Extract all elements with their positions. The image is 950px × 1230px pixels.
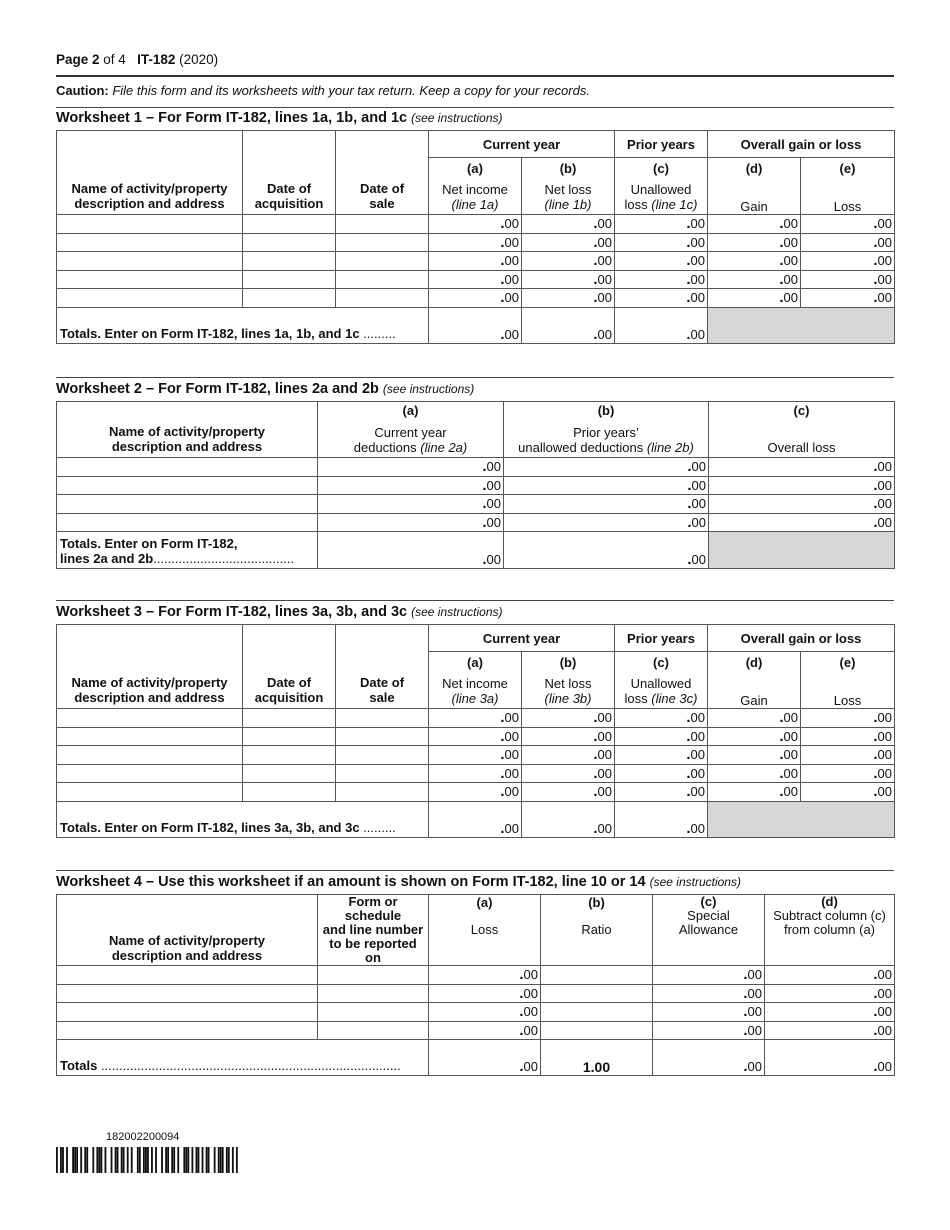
amount-field-a[interactable]: .00	[318, 513, 504, 532]
amount-field-c[interactable]: .00	[615, 289, 708, 308]
name-field[interactable]	[57, 727, 243, 746]
table-row	[57, 233, 895, 252]
acquisition-date-field[interactable]	[243, 746, 336, 765]
name-field[interactable]	[57, 215, 243, 234]
form-number: IT-182	[137, 52, 176, 67]
amount-field-e[interactable]: .00	[801, 783, 895, 802]
table-row	[57, 984, 895, 1003]
ws3-total-b[interactable]: .00	[522, 801, 615, 837]
sale-date-field[interactable]	[336, 746, 429, 765]
name-field[interactable]	[57, 783, 243, 802]
amount-field-a[interactable]: .00	[429, 215, 522, 234]
amount-field-d[interactable]: .00	[708, 764, 801, 783]
ws3-totals-label: Totals. Enter on Form IT-182, lines 3a, 3b, and 3c .........	[57, 801, 429, 837]
table-row	[57, 458, 895, 477]
ws1-col-d: (d)	[708, 158, 801, 180]
amount-field-a[interactable]: .00	[429, 252, 522, 271]
amount-field-a[interactable]: .00	[429, 746, 522, 765]
name-field[interactable]	[57, 513, 318, 532]
name-field[interactable]	[57, 233, 243, 252]
caution-rule	[56, 107, 894, 108]
ws4-note: (see instructions)	[649, 875, 741, 889]
ws1-col-a: (a)	[429, 158, 522, 180]
acquisition-date-field[interactable]	[243, 783, 336, 802]
ws2-total-a[interactable]: .00	[318, 532, 504, 569]
ws1-group-current: Current year	[429, 131, 615, 158]
ws1-total-c[interactable]: .00	[615, 307, 708, 343]
ws4-total-d[interactable]: .00	[765, 1040, 895, 1076]
amount-field-e[interactable]: .00	[801, 215, 895, 234]
ws4-rule	[56, 870, 894, 871]
barcode-number: 182002200094	[106, 1131, 180, 1143]
ws3-col-e: (e)	[801, 652, 895, 674]
amount-field-b[interactable]: .00	[522, 252, 615, 271]
name-field[interactable]	[57, 252, 243, 271]
ws4-totals-label: Totals ...................................................................................	[57, 1040, 429, 1076]
ws3-group-current: Current year	[429, 625, 615, 652]
sale-date-field[interactable]	[336, 764, 429, 783]
ws3-total-a[interactable]: .00	[429, 801, 522, 837]
ws1-col-b: (b)	[522, 158, 615, 180]
amount-field-e[interactable]: .00	[801, 727, 895, 746]
ws3-col-b: (b)	[522, 652, 615, 674]
acquisition-date-field[interactable]	[243, 727, 336, 746]
page-of: of 4	[103, 52, 126, 67]
amount-field-b[interactable]: .00	[522, 270, 615, 289]
form-line-field[interactable]	[318, 966, 429, 985]
amount-field-b[interactable]: .00	[522, 727, 615, 746]
amount-field-d[interactable]: .00	[708, 233, 801, 252]
table-row	[57, 513, 895, 532]
name-field[interactable]	[57, 966, 318, 985]
table-row	[57, 1021, 895, 1040]
acquisition-date-field[interactable]	[243, 709, 336, 728]
amount-field-c[interactable]: .00	[615, 270, 708, 289]
sale-date-field[interactable]	[336, 709, 429, 728]
ws2-rule	[56, 377, 894, 378]
ws1-sale-header: Date of sale	[336, 131, 429, 215]
table-row	[57, 783, 895, 802]
ws1-total-shaded	[708, 307, 895, 343]
amount-field-b[interactable]: .00	[522, 709, 615, 728]
ws2-b-desc: Prior years’ unallowed deductions (line 2b)	[504, 420, 709, 458]
ws1-b-desc: Net loss (line 1b)	[522, 180, 615, 215]
table-row	[57, 764, 895, 783]
amount-field-c[interactable]: .00	[615, 746, 708, 765]
ws4-total-c[interactable]: .00	[653, 1040, 765, 1076]
ws2-totals-label: Totals. Enter on Form IT-182, lines 2a and 2b.......................................	[57, 532, 318, 569]
amount-field-b[interactable]: .00	[522, 783, 615, 802]
amount-field-b[interactable]: .00	[522, 233, 615, 252]
amount-field-e[interactable]: .00	[801, 233, 895, 252]
amount-field-c[interactable]: .00	[653, 966, 765, 985]
ws1-c-desc: Unallowed loss (line 1c)	[615, 180, 708, 215]
ws3-group-overall: Overall gain or loss	[708, 625, 895, 652]
ws3-name-header: Name of activity/property description and address	[57, 625, 243, 709]
ws3-acq-header: Date of acquisition	[243, 625, 336, 709]
name-field[interactable]	[57, 458, 318, 477]
amount-field-d[interactable]: .00	[765, 966, 895, 985]
form-line-field[interactable]	[318, 1003, 429, 1022]
ws1-col-e: (e)	[801, 158, 895, 180]
ws1-acq-header: Date of acquisition	[243, 131, 336, 215]
name-field[interactable]	[57, 270, 243, 289]
ws3-b-desc: Net loss (line 3b)	[522, 674, 615, 709]
amount-field-a[interactable]: .00	[429, 984, 541, 1003]
amount-field-d[interactable]: .00	[765, 1021, 895, 1040]
ws2-col-a: (a)	[318, 402, 504, 420]
sale-date-field[interactable]	[336, 252, 429, 271]
ws2-total-shaded	[709, 532, 895, 569]
barcode-icon	[56, 1147, 238, 1173]
amount-field-c[interactable]: .00	[615, 215, 708, 234]
sale-date-field[interactable]	[336, 233, 429, 252]
ws2-col-b: (b)	[504, 402, 709, 420]
ws1-title	[56, 110, 503, 126]
amount-field-d[interactable]: .00	[708, 252, 801, 271]
ws4-b-header: (b) Ratio	[541, 895, 653, 966]
amount-field-c[interactable]: .00	[615, 233, 708, 252]
ws3-a-desc: Net income (line 3a)	[429, 674, 522, 709]
name-field[interactable]	[57, 289, 243, 308]
name-field[interactable]	[57, 1003, 318, 1022]
amount-field-a[interactable]: .00	[318, 495, 504, 514]
amount-field-c[interactable]: .00	[615, 709, 708, 728]
amount-field-b[interactable]: .00	[522, 289, 615, 308]
caution-text: File this form and its worksheets with your tax return. Keep a copy for your records.	[112, 83, 590, 98]
table-row	[57, 215, 895, 234]
ws4-c-header: (c) Special Allowance	[653, 895, 765, 966]
table-row	[57, 709, 895, 728]
amount-field-a[interactable]: .00	[429, 783, 522, 802]
acquisition-date-field[interactable]	[243, 289, 336, 308]
amount-field-e[interactable]: .00	[801, 709, 895, 728]
table-row	[57, 270, 895, 289]
amount-field-d[interactable]: .00	[708, 270, 801, 289]
amount-field-c[interactable]: .00	[709, 458, 895, 477]
caution-label: Caution:	[56, 83, 109, 98]
ratio-field[interactable]	[541, 984, 653, 1003]
ws1-table	[56, 130, 895, 344]
amount-field-b[interactable]: .00	[504, 458, 709, 477]
ws1-note: (see instructions)	[411, 111, 503, 125]
ws4-table	[56, 894, 895, 1076]
amount-field-d[interactable]: .00	[765, 984, 895, 1003]
table-row	[57, 746, 895, 765]
amount-field-b[interactable]: .00	[504, 513, 709, 532]
ws3-col-d: (d)	[708, 652, 801, 674]
table-row	[57, 476, 895, 495]
amount-field-a[interactable]: .00	[318, 458, 504, 477]
amount-field-a[interactable]: .00	[429, 233, 522, 252]
ws1-total-a[interactable]: .00	[429, 307, 522, 343]
page-header	[56, 52, 218, 67]
amount-field-c[interactable]: .00	[709, 513, 895, 532]
ratio-field[interactable]	[541, 1003, 653, 1022]
amount-field-a[interactable]: .00	[429, 764, 522, 783]
name-field[interactable]	[57, 495, 318, 514]
table-row	[57, 495, 895, 514]
amount-field-a[interactable]: .00	[429, 289, 522, 308]
name-field[interactable]	[57, 709, 243, 728]
ws3-sale-header: Date of sale	[336, 625, 429, 709]
name-field[interactable]	[57, 1021, 318, 1040]
ws3-title: Worksheet 3 – For Form IT-182, lines 3a, 3b, and 3c (see instructions)	[56, 604, 503, 620]
table-row	[57, 966, 895, 985]
table-row	[57, 289, 895, 308]
form-year: (2020)	[179, 52, 219, 67]
ws4-name-header: Name of activity/property description and address	[57, 895, 318, 966]
ws4-form-header: Form or schedule and line number to be reported on	[318, 895, 429, 966]
ws1-group-prior: Prior years	[615, 131, 708, 158]
ws3-d-desc: Gain	[708, 674, 801, 709]
ws2-col-c: (c)	[709, 402, 895, 420]
amount-field-d[interactable]: .00	[708, 746, 801, 765]
amount-field-e[interactable]: .00	[801, 764, 895, 783]
ws3-total-c[interactable]: .00	[615, 801, 708, 837]
amount-field-a[interactable]: .00	[429, 270, 522, 289]
ws1-totals-label: Totals. Enter on Form IT-182, lines 1a, 1b, and 1c .........	[57, 307, 429, 343]
ws2-title: Worksheet 2 – For Form IT-182, lines 2a and 2b (see instructions)	[56, 381, 475, 397]
ws3-col-a: (a)	[429, 652, 522, 674]
ws3-group-prior: Prior years	[615, 625, 708, 652]
amount-field-c[interactable]: .00	[709, 476, 895, 495]
ws2-c-desc: Overall loss	[709, 420, 895, 458]
acquisition-date-field[interactable]	[243, 252, 336, 271]
amount-field-b[interactable]: .00	[504, 476, 709, 495]
amount-field-b[interactable]: .00	[504, 495, 709, 514]
name-field[interactable]	[57, 746, 243, 765]
caution-note	[56, 83, 590, 98]
amount-field-e[interactable]: .00	[801, 746, 895, 765]
acquisition-date-field[interactable]	[243, 764, 336, 783]
amount-field-e[interactable]: .00	[801, 270, 895, 289]
ws3-e-desc: Loss	[801, 674, 895, 709]
name-field[interactable]	[57, 984, 318, 1003]
amount-field-c[interactable]: .00	[653, 1003, 765, 1022]
amount-field-c[interactable]: .00	[653, 1021, 765, 1040]
ws1-e-desc: Loss	[801, 180, 895, 215]
sale-date-field[interactable]	[336, 215, 429, 234]
amount-field-d[interactable]: .00	[765, 1003, 895, 1022]
ws1-name-header: Name of activity/property description and address	[57, 131, 243, 215]
amount-field-a[interactable]: .00	[429, 966, 541, 985]
amount-field-d[interactable]: .00	[708, 727, 801, 746]
form-line-field[interactable]	[318, 1021, 429, 1040]
ws1-d-desc: Gain	[708, 180, 801, 215]
amount-field-a[interactable]: .00	[429, 1003, 541, 1022]
acquisition-date-field[interactable]	[243, 233, 336, 252]
ws1-col-c: (c)	[615, 158, 708, 180]
amount-field-b[interactable]: .00	[522, 215, 615, 234]
ws3-c-desc: Unallowed loss (line 3c)	[615, 674, 708, 709]
sale-date-field[interactable]	[336, 270, 429, 289]
ws4-total-a[interactable]: .00	[429, 1040, 541, 1076]
table-row	[57, 727, 895, 746]
amount-field-d[interactable]: .00	[708, 783, 801, 802]
amount-field-e[interactable]: .00	[801, 289, 895, 308]
ws4-a-header: (a) Loss	[429, 895, 541, 966]
amount-field-d[interactable]: .00	[708, 709, 801, 728]
ws3-note: (see instructions)	[411, 605, 503, 619]
ws2-total-b[interactable]: .00	[504, 532, 709, 569]
ws2-a-desc: Current year deductions (line 2a)	[318, 420, 504, 458]
amount-field-c[interactable]: .00	[615, 764, 708, 783]
amount-field-d[interactable]: .00	[708, 215, 801, 234]
ws2-note: (see instructions)	[382, 382, 475, 396]
amount-field-c[interactable]: .00	[615, 783, 708, 802]
page-label: Page 2	[56, 52, 100, 67]
ws4-d-header: (d) Subtract column (c) from column (a)	[765, 895, 895, 966]
form-line-field[interactable]	[318, 984, 429, 1003]
amount-field-c[interactable]: .00	[709, 495, 895, 514]
amount-field-c[interactable]: .00	[653, 984, 765, 1003]
ws1-title-text: Worksheet 1 – For Form IT-182, lines 1a, 1b, and 1c	[56, 110, 408, 126]
amount-field-c[interactable]: .00	[615, 252, 708, 271]
ws1-group-overall: Overall gain or loss	[708, 131, 895, 158]
acquisition-date-field[interactable]	[243, 270, 336, 289]
amount-field-a[interactable]: .00	[318, 476, 504, 495]
ws4-total-ratio: 1.00	[541, 1040, 653, 1076]
sale-date-field[interactable]	[336, 727, 429, 746]
amount-field-b[interactable]: .00	[522, 764, 615, 783]
ratio-field[interactable]	[541, 1021, 653, 1040]
ws2-name-header: Name of activity/property description and address	[57, 402, 318, 458]
ws3-rule	[56, 600, 894, 601]
name-field[interactable]	[57, 476, 318, 495]
amount-field-b[interactable]: .00	[522, 746, 615, 765]
ws3-total-shaded	[708, 801, 895, 837]
amount-field-a[interactable]: .00	[429, 709, 522, 728]
ws1-total-b[interactable]: .00	[522, 307, 615, 343]
acquisition-date-field[interactable]	[243, 215, 336, 234]
table-row	[57, 252, 895, 271]
table-row	[57, 1003, 895, 1022]
ws1-a-desc: Net income (line 1a)	[429, 180, 522, 215]
header-rule	[56, 75, 894, 77]
name-field[interactable]	[57, 764, 243, 783]
ws4-title: Worksheet 4 – Use this worksheet if an amount is shown on Form IT-182, line 10 or 14 (see instructions)	[56, 874, 741, 890]
ws3-table	[56, 624, 895, 838]
ws2-table	[56, 401, 895, 569]
amount-field-d[interactable]: .00	[708, 289, 801, 308]
amount-field-e[interactable]: .00	[801, 252, 895, 271]
ws3-col-c: (c)	[615, 652, 708, 674]
sale-date-field[interactable]	[336, 289, 429, 308]
ratio-field[interactable]	[541, 966, 653, 985]
amount-field-a[interactable]: .00	[429, 727, 522, 746]
amount-field-c[interactable]: .00	[615, 727, 708, 746]
amount-field-a[interactable]: .00	[429, 1021, 541, 1040]
sale-date-field[interactable]	[336, 783, 429, 802]
